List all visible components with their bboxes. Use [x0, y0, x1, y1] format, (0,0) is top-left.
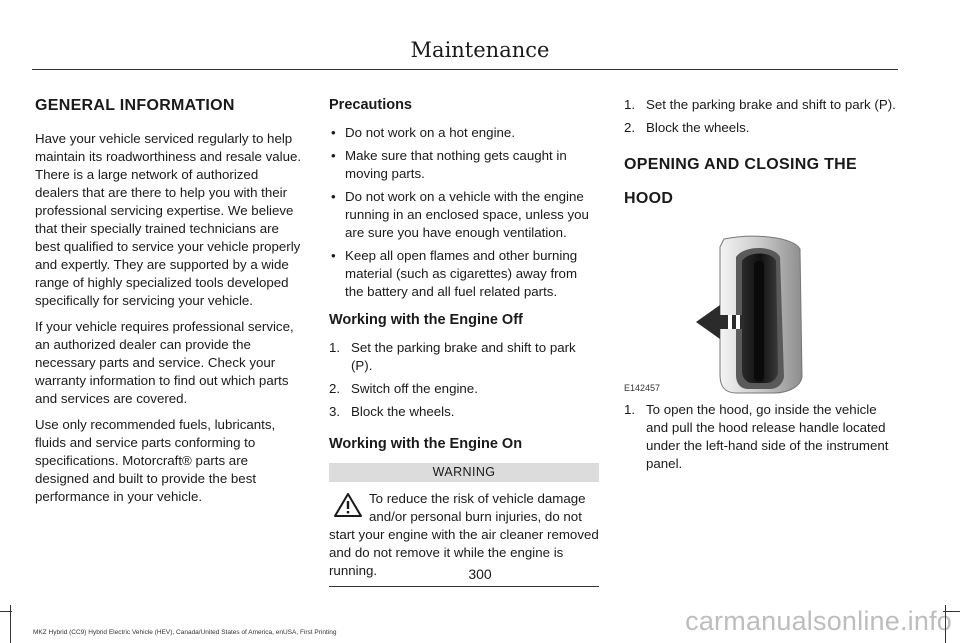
preparation-steps — [624, 96, 896, 137]
step-text: Switch off the engine. — [351, 381, 478, 396]
column-general-information — [35, 96, 305, 514]
step-text: Set the parking brake and shift to park (P). — [646, 97, 896, 112]
list-item: • Do not work on a hot engine. — [329, 124, 599, 142]
warning-triangle-icon — [333, 492, 363, 518]
list-item: • Do not work on a vehicle with the engine running in an enclosed space, unless you are sure you have enough ventilation. — [329, 188, 599, 242]
header-divider — [32, 69, 898, 70]
list-item — [329, 380, 599, 398]
step-text: Set the parking brake and shift to park (P). — [351, 340, 576, 373]
hood-release-handle-illustration — [624, 227, 804, 395]
hood-heading-line: HOOD — [624, 190, 674, 207]
column-hood — [624, 96, 896, 483]
precautions-list — [329, 124, 599, 301]
crop-mark — [943, 611, 960, 612]
column-precautions — [329, 96, 599, 587]
warning-divider — [329, 586, 599, 587]
step-text: Block the wheels. — [351, 404, 455, 419]
hood-heading — [624, 155, 896, 209]
list-item: • Make sure that nothing gets caught in moving parts. — [329, 147, 599, 183]
hood-heading-line: OPENING AND CLOSING THE — [624, 156, 857, 173]
list-item — [329, 403, 599, 421]
footer-text: MKZ Hybrid (CC9) Hybrid Electric Vehicle (HEV), Canada/United States of America, enUSA, First Printing — [33, 629, 337, 636]
step-number: 2. — [624, 120, 636, 135]
watermark: carmanualsonline.info — [685, 606, 952, 636]
general-information-heading: GENERAL INFORMATION — [35, 97, 235, 114]
paragraph: Use only recommended fuels, lubricants, fluids and service parts conforming to specifications. Motorcraft® parts are designed and built to provide the best performance in your vehicle. — [35, 417, 276, 504]
step-number: 2. — [329, 381, 341, 396]
paragraph: Have your vehicle serviced regularly to help maintain its roadworthiness and resale value. There is a large network of authorized dealers that are there to help you with their professional servicing expertise. We believe that their specially trained technicians are best qualified to service your vehicle properly and expertly. They are supported by a wide range of highly specialized tools developed specifically for servicing your vehicle. — [35, 131, 302, 308]
list-item — [329, 339, 599, 375]
step-text: To open the hood, go inside the vehicle and pull the hood release handle located under the left-hand side of the instrument panel. — [646, 402, 889, 471]
list-item: • Keep all open flames and other burning material (such as cigarettes) away from the battery and all fuel related parts. — [329, 247, 599, 301]
page-title: Maintenance — [410, 38, 550, 62]
step-number: 1. — [624, 402, 636, 417]
step-number: 1. — [329, 340, 341, 355]
hood-steps — [624, 401, 896, 473]
paragraph: If your vehicle requires professional service, an authorized dealer can provide the necessary parts and service. Check your warranty information to find out which parts and services are covered. — [35, 319, 294, 406]
crop-mark — [0, 611, 12, 612]
step-text: Block the wheels. — [646, 120, 750, 135]
step-number: 3. — [329, 404, 341, 419]
warning-label: WARNING — [329, 463, 599, 482]
precautions-heading: Precautions — [329, 97, 412, 113]
list-item — [624, 96, 896, 114]
list-item — [624, 119, 896, 137]
figure-code: E142457 — [624, 383, 661, 393]
engine-on-heading: Working with the Engine On — [329, 436, 523, 452]
engine-off-steps — [329, 339, 599, 421]
page-number: 300 — [468, 566, 492, 582]
warning-text: To reduce the risk of vehicle damage and/or personal burn injuries, do not start your engine with the air cleaner removed and do not remove it while the engine is running. — [329, 491, 599, 578]
engine-off-heading: Working with the Engine Off — [329, 312, 523, 328]
list-item — [624, 401, 896, 473]
hood-release-figure — [624, 227, 804, 395]
step-number: 1. — [624, 97, 636, 112]
